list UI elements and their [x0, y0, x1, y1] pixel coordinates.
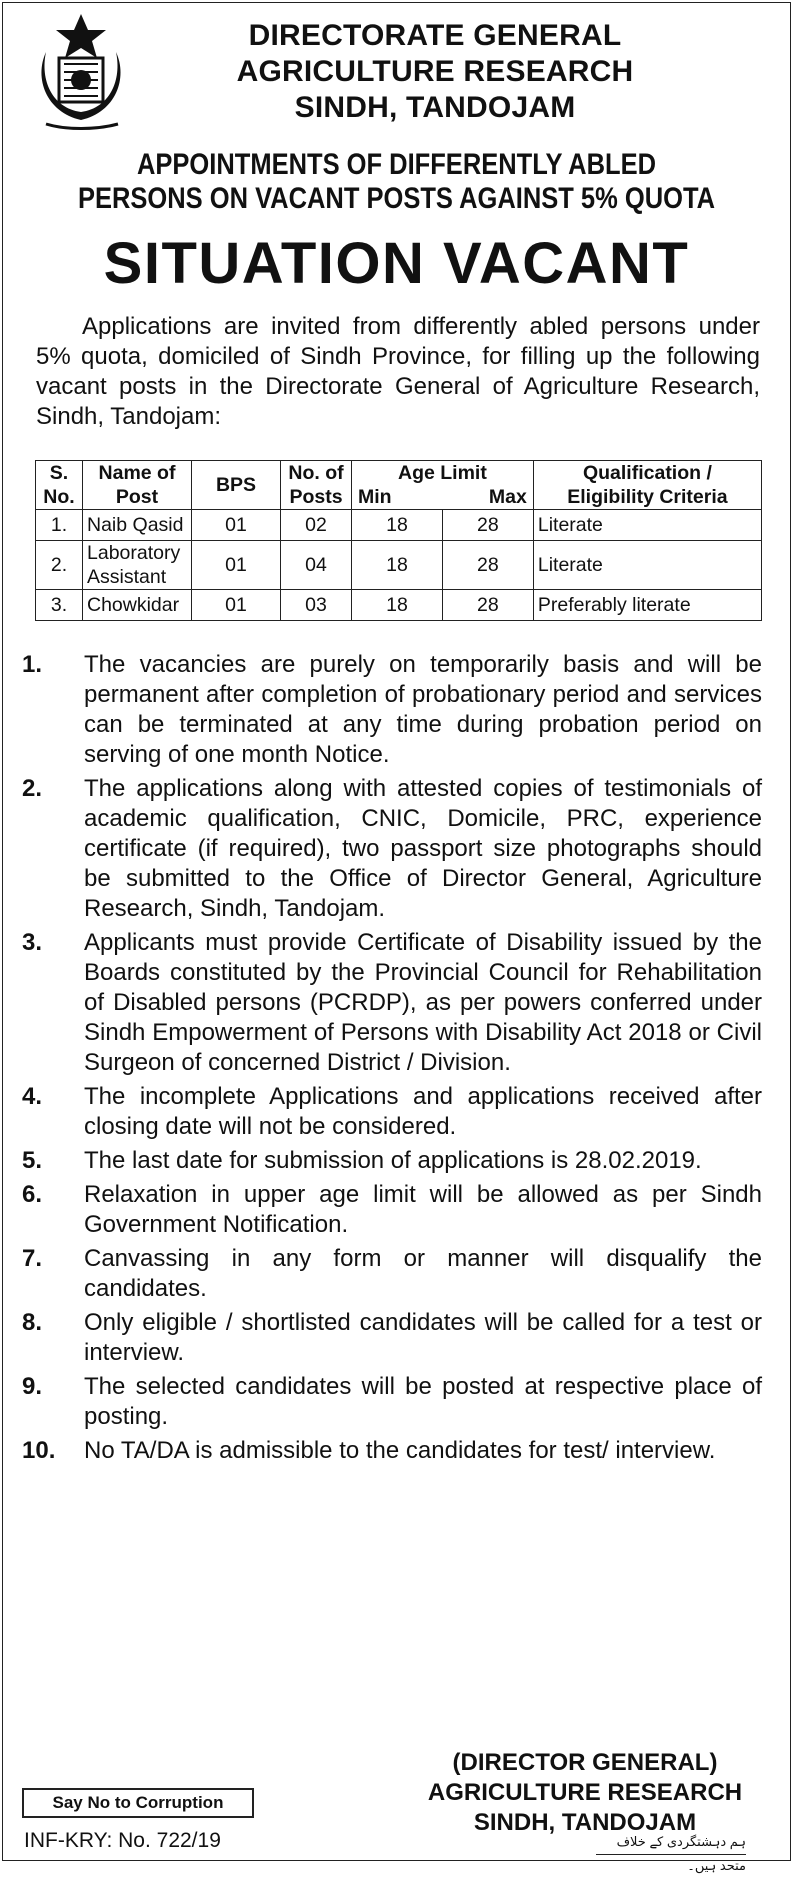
- cell-sno: 2.: [36, 541, 83, 590]
- header-name-of-post: Name of Post: [83, 461, 192, 510]
- list-item: [22, 1436, 762, 1466]
- signature-line: (DIRECTOR GENERAL): [452, 1749, 718, 1776]
- list-item: [22, 1372, 762, 1432]
- cell-min: 18: [352, 541, 443, 590]
- urdu-slogan: ہم دہشتگردی کے خلاف متحد ہیں۔: [596, 1830, 746, 1855]
- list-item: [22, 1308, 762, 1368]
- list-item: [22, 774, 762, 924]
- signature-line: SINDH, TANDOJAM: [473, 1809, 697, 1836]
- table-row: [36, 590, 762, 621]
- item-text: Only eligible / shortlisted candidates will be called for a test or interview.: [84, 1309, 762, 1366]
- appointments-heading: [20, 148, 773, 216]
- header-no-of-posts: No. of Posts: [281, 461, 352, 510]
- item-number: 4.: [22, 1083, 43, 1110]
- cell-sno: 3.: [36, 590, 83, 621]
- table-row: [36, 541, 762, 590]
- inf-kry-number: INF-KRY: No. 722/19: [24, 1829, 221, 1852]
- item-text: The last date for submission of applications is 28.02.2019.: [84, 1147, 702, 1174]
- list-item: [22, 928, 762, 1078]
- intro-paragraph: Applications are invited from differently abled persons under 5% quota, domiciled of Sindh Province, for filling up the following vacant posts in the Directorate General of Agriculture Research, Sindh, Tandojam:: [36, 313, 760, 430]
- item-text: Applicants must provide Certificate of Disability issued by the Boards constituted by the Provincial Council for Rehabilitation of Disabled persons (PCRDP), as per powers conferred under Sindh Empowerment of Persons with Disability Act 2018 or Civil Surgeon of concerned District / Division.: [84, 929, 762, 1076]
- item-number: 9.: [22, 1373, 43, 1400]
- cell-bps: 01: [192, 590, 281, 621]
- cell-max: 28: [442, 510, 533, 541]
- cell-posts: 03: [281, 590, 352, 621]
- header-title: [150, 18, 720, 126]
- cell-name: Naib Qasid: [83, 510, 192, 541]
- header-sno: S. No.: [36, 461, 83, 510]
- item-number: 5.: [22, 1147, 43, 1174]
- say-no-to-corruption-box: Say No to Corruption: [22, 1788, 254, 1818]
- list-item: [22, 650, 762, 770]
- item-number: 6.: [22, 1181, 43, 1208]
- cell-posts: 02: [281, 510, 352, 541]
- cell-bps: 01: [192, 541, 281, 590]
- header-age-limit: Age Limit Min Max: [352, 461, 534, 510]
- item-number: 8.: [22, 1309, 43, 1336]
- item-text: The applications along with attested copies of testimonials of academic qualification, CNIC, Domicile, PRC, experience certificate (if required), two passport size photographs should be submitted to the Office of Director General, Agriculture Research, Sindh, Tandojam.: [84, 775, 762, 922]
- cell-sno: 1.: [36, 510, 83, 541]
- item-number: 10.: [22, 1437, 56, 1464]
- cell-min: 18: [352, 510, 443, 541]
- item-text: No TA/DA is admissible to the candidates for test/ interview.: [84, 1437, 716, 1464]
- list-item: [22, 1180, 762, 1240]
- cell-name: Laboratory Assistant: [83, 541, 192, 590]
- list-item: [22, 1244, 762, 1304]
- header-line: AGRICULTURE RESEARCH: [236, 55, 634, 88]
- vacancy-table: [35, 460, 762, 621]
- item-number: 2.: [22, 775, 43, 802]
- list-item: [22, 1082, 762, 1142]
- cell-posts: 04: [281, 541, 352, 590]
- header-line: SINDH, TANDOJAM: [294, 91, 576, 124]
- table-row: [36, 510, 762, 541]
- signature-line: AGRICULTURE RESEARCH: [427, 1779, 743, 1806]
- item-text: The selected candidates will be posted at respective place of posting.: [84, 1373, 762, 1430]
- item-text: The incomplete Applications and applications received after closing date will not be considered.: [84, 1083, 762, 1140]
- item-text: Canvassing in any form or manner will disqualify the candidates.: [84, 1245, 762, 1302]
- appointments-line: APPOINTMENTS OF DIFFERENTLY ABLED: [136, 148, 656, 182]
- page-title: SITUATION VACANT: [103, 231, 690, 296]
- item-number: 7.: [22, 1245, 43, 1272]
- cell-qualification: Literate: [533, 510, 761, 541]
- header-line: DIRECTORATE GENERAL: [248, 19, 622, 52]
- header-qualification: Qualification / Eligibility Criteria: [533, 461, 761, 510]
- sindh-government-seal-icon: [26, 8, 136, 136]
- cell-qualification: Literate: [533, 541, 761, 590]
- cell-min: 18: [352, 590, 443, 621]
- signature-block: [395, 1748, 775, 1838]
- item-text: Relaxation in upper age limit will be allowed as per Sindh Government Notification.: [84, 1181, 762, 1238]
- cell-max: 28: [442, 541, 533, 590]
- item-number: 1.: [22, 651, 43, 678]
- appointments-line: PERSONS ON VACANT POSTS AGAINST 5% QUOTA: [77, 182, 716, 216]
- cell-max: 28: [442, 590, 533, 621]
- list-item: [22, 1146, 762, 1176]
- cell-name: Chowkidar: [83, 590, 192, 621]
- table-header-row: [36, 461, 762, 510]
- item-number: 3.: [22, 929, 43, 956]
- conditions-list: [22, 650, 762, 1470]
- cell-bps: 01: [192, 510, 281, 541]
- header-bps: BPS: [192, 461, 281, 510]
- item-text: The vacancies are purely on temporarily basis and will be permanent after completion of probationary period and services can be terminated at any time during probation period on serving of one month Notice.: [84, 651, 762, 768]
- cell-qualification: Preferably literate: [533, 590, 761, 621]
